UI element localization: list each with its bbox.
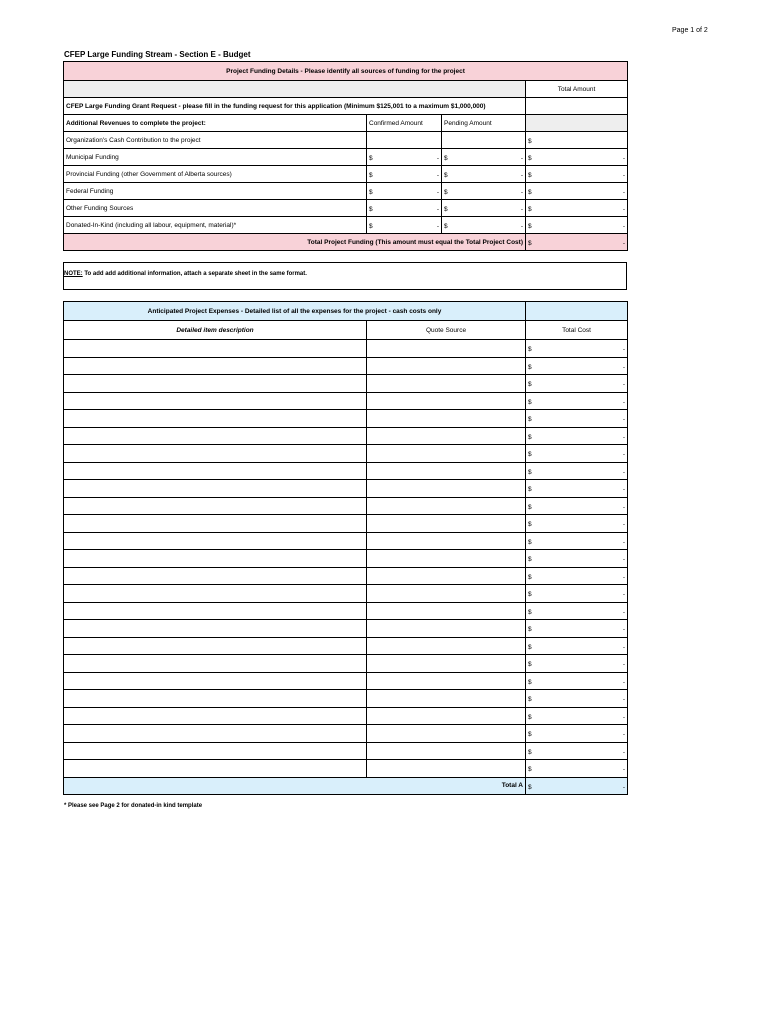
- amount-value: -: [622, 503, 626, 511]
- expense-row: [64, 707, 628, 725]
- quote-source-cell[interactable]: [367, 427, 526, 445]
- amount-value: -: [622, 538, 626, 546]
- item-description-cell[interactable]: [64, 550, 367, 568]
- confirmed-amount-cell[interactable]: [367, 183, 442, 200]
- currency-symbol: $: [528, 696, 532, 704]
- funding-source-row: [64, 200, 628, 217]
- amount-value: -: [622, 363, 626, 371]
- quote-source-cell[interactable]: [367, 707, 526, 725]
- quote-source-cell[interactable]: [367, 550, 526, 568]
- amount-value: -: [622, 451, 626, 459]
- additional-revenues-row: [64, 115, 628, 132]
- blank-cell: [64, 81, 526, 98]
- confirmed-amount-cell[interactable]: [367, 217, 442, 234]
- currency-symbol: $: [528, 661, 532, 669]
- quote-source-cell[interactable]: [367, 620, 526, 638]
- total-cost-cell[interactable]: [526, 480, 628, 498]
- total-cost-cell[interactable]: [526, 375, 628, 393]
- currency-symbol: $: [369, 223, 373, 230]
- amount-value: -: [436, 172, 439, 179]
- funding-header: Project Funding Details - Please identify all sources of funding for the project: [64, 62, 628, 81]
- expense-row: [64, 357, 628, 375]
- amount-value: -: [622, 696, 626, 704]
- total-cost-cell[interactable]: [526, 672, 628, 690]
- confirmed-amount-cell[interactable]: [367, 200, 442, 217]
- item-description-cell[interactable]: [64, 497, 367, 515]
- item-description-cell[interactable]: [64, 637, 367, 655]
- amount-value: -: [622, 416, 626, 424]
- description-column-header: Detailed item description: [64, 321, 367, 340]
- item-description-cell[interactable]: [64, 672, 367, 690]
- amount-value: -: [520, 223, 523, 230]
- total-cost-cell[interactable]: [526, 462, 628, 480]
- funding-source-label: Donated-In-Kind (including all labour, equipment, material)*: [64, 217, 367, 234]
- quote-source-cell[interactable]: [367, 532, 526, 550]
- total-funding-row: [64, 234, 628, 251]
- quote-source-cell[interactable]: [367, 742, 526, 760]
- item-description-cell[interactable]: [64, 602, 367, 620]
- amount-value: -: [622, 206, 626, 213]
- page-number: Page 1 of 2: [672, 27, 708, 34]
- item-description-cell[interactable]: [64, 445, 367, 463]
- currency-symbol: $: [528, 155, 532, 162]
- amount-value: -: [622, 381, 626, 389]
- amount-value: -: [520, 172, 523, 179]
- funding-header-row: [64, 62, 628, 81]
- expenses-total-value: [526, 777, 628, 795]
- amount-value: -: [622, 661, 626, 669]
- item-description-cell[interactable]: [64, 655, 367, 673]
- total-cost-cell[interactable]: [526, 742, 628, 760]
- expense-row: [64, 532, 628, 550]
- currency-symbol: $: [444, 172, 448, 179]
- amount-value: -: [622, 748, 626, 756]
- total-cost-cell[interactable]: [526, 410, 628, 428]
- total-cost-cell[interactable]: [526, 637, 628, 655]
- note-box: [63, 262, 627, 290]
- amount-value: -: [436, 223, 439, 230]
- confirmed-amount-label: Confirmed Amount: [367, 115, 442, 132]
- expense-row: [64, 462, 628, 480]
- quote-source-cell[interactable]: [367, 480, 526, 498]
- pending-amount-label: Pending Amount: [442, 115, 526, 132]
- amount-value: -: [520, 189, 523, 196]
- expenses-table: [63, 301, 628, 795]
- amount-value: -: [622, 223, 626, 230]
- footnote: * Please see Page 2 for donated-in kind template: [64, 803, 203, 809]
- currency-symbol: $: [528, 223, 532, 230]
- total-amount-cell[interactable]: [526, 183, 628, 200]
- pending-amount-cell[interactable]: [442, 149, 526, 166]
- total-cost-cell[interactable]: [526, 690, 628, 708]
- document-title: CFEP Large Funding Stream - Section E - Budget: [64, 50, 251, 59]
- currency-symbol: $: [528, 468, 532, 476]
- currency-symbol: $: [528, 172, 532, 179]
- amount-value: -: [622, 783, 626, 791]
- total-amount-cell[interactable]: [526, 200, 628, 217]
- currency-symbol: $: [528, 766, 532, 774]
- total-cost-cell[interactable]: [526, 532, 628, 550]
- amount-value: -: [622, 398, 626, 406]
- note-text: [64, 271, 307, 277]
- quote-source-cell[interactable]: [367, 637, 526, 655]
- blank-cell: [526, 302, 628, 321]
- funding-source-label: Organization's Cash Contribution to the project: [64, 132, 367, 149]
- funding-source-label: Other Funding Sources: [64, 200, 367, 217]
- quote-source-cell[interactable]: [367, 567, 526, 585]
- grant-request-row: [64, 98, 628, 115]
- funding-source-row: [64, 166, 628, 183]
- quote-source-cell[interactable]: [367, 357, 526, 375]
- currency-symbol: $: [528, 608, 532, 616]
- total-amount-label: Total Amount: [526, 81, 628, 98]
- quote-source-cell[interactable]: [367, 690, 526, 708]
- expense-row: [64, 427, 628, 445]
- quote-source-cell[interactable]: [367, 585, 526, 603]
- amount-value: -: [436, 189, 439, 196]
- quote-source-cell[interactable]: [367, 725, 526, 743]
- expense-row: [64, 410, 628, 428]
- expenses-total-label: Total A: [64, 777, 526, 795]
- currency-symbol: $: [369, 172, 373, 179]
- currency-symbol: $: [444, 189, 448, 196]
- total-cost-cell[interactable]: [526, 445, 628, 463]
- currency-symbol: $: [528, 678, 532, 686]
- amount-value: -: [622, 172, 626, 179]
- currency-symbol: $: [528, 363, 532, 371]
- item-description-cell[interactable]: [64, 707, 367, 725]
- amount-value: -: [622, 486, 626, 494]
- currency-symbol: $: [444, 223, 448, 230]
- total-cost-cell[interactable]: [526, 497, 628, 515]
- amount-value: -: [622, 556, 626, 564]
- expense-row: [64, 375, 628, 393]
- currency-symbol: $: [528, 381, 532, 389]
- amount-value: -: [520, 155, 523, 162]
- pending-amount-cell[interactable]: [442, 183, 526, 200]
- item-description-cell[interactable]: [64, 742, 367, 760]
- total-cost-cell[interactable]: [526, 760, 628, 778]
- amount-value: -: [622, 713, 626, 721]
- currency-symbol: $: [528, 538, 532, 546]
- currency-symbol: $: [528, 521, 532, 529]
- quote-source-cell[interactable]: [367, 497, 526, 515]
- item-description-cell[interactable]: [64, 462, 367, 480]
- amount-value: -: [622, 643, 626, 651]
- funding-source-row: [64, 217, 628, 234]
- item-description-cell[interactable]: [64, 725, 367, 743]
- currency-symbol: $: [528, 626, 532, 634]
- amount-value: -: [622, 468, 626, 476]
- expense-row: [64, 672, 628, 690]
- currency-symbol: $: [528, 398, 532, 406]
- expense-row: [64, 602, 628, 620]
- note-body: To add add additional information, attach a separate sheet in the same format.: [82, 271, 307, 277]
- amount-value: -: [622, 433, 626, 441]
- quote-source-cell[interactable]: [367, 375, 526, 393]
- quote-source-cell[interactable]: [367, 602, 526, 620]
- item-description-cell[interactable]: [64, 410, 367, 428]
- currency-symbol: $: [369, 155, 373, 162]
- amount-value: -: [622, 189, 626, 196]
- expense-row: [64, 480, 628, 498]
- expense-row: [64, 725, 628, 743]
- expenses-header-row: [64, 302, 628, 321]
- currency-symbol: $: [528, 573, 532, 581]
- expense-row: [64, 620, 628, 638]
- amount-value: -: [622, 731, 626, 739]
- currency-symbol: $: [528, 748, 532, 756]
- quote-source-cell[interactable]: [367, 655, 526, 673]
- expense-row: [64, 515, 628, 533]
- pending-amount-cell[interactable]: [442, 217, 526, 234]
- total-cost-cell[interactable]: [526, 357, 628, 375]
- additional-revenues-label: Additional Revenues to complete the project:: [64, 115, 367, 132]
- amount-value: -: [436, 206, 439, 213]
- item-description-cell[interactable]: [64, 515, 367, 533]
- pending-amount-cell[interactable]: [442, 132, 526, 149]
- amount-value: -: [622, 608, 626, 616]
- quote-source-cell[interactable]: [367, 340, 526, 358]
- currency-symbol: $: [528, 503, 532, 511]
- quote-source-cell[interactable]: [367, 462, 526, 480]
- total-cost-cell[interactable]: [526, 655, 628, 673]
- currency-symbol: $: [444, 155, 448, 162]
- currency-symbol: $: [528, 783, 532, 791]
- expense-row: [64, 637, 628, 655]
- total-cost-cell[interactable]: [526, 567, 628, 585]
- funding-table: [63, 61, 628, 251]
- total-cost-cell[interactable]: [526, 620, 628, 638]
- amount-value: -: [622, 240, 626, 247]
- expenses-header: Anticipated Project Expenses - Detailed list of all the expenses for the project - cash costs only: [64, 302, 526, 321]
- funding-source-label: Federal Funding: [64, 183, 367, 200]
- total-funding-value: [526, 234, 628, 251]
- currency-symbol: $: [528, 486, 532, 494]
- expense-row: [64, 550, 628, 568]
- currency-symbol: $: [369, 189, 373, 196]
- confirmed-amount-cell[interactable]: [367, 166, 442, 183]
- amount-value: -: [622, 573, 626, 581]
- quote-source-column-header: Quote Source: [367, 321, 526, 340]
- expense-row: [64, 742, 628, 760]
- quote-source-cell[interactable]: [367, 392, 526, 410]
- item-description-cell[interactable]: [64, 620, 367, 638]
- currency-symbol: $: [528, 433, 532, 441]
- total-amount-cell[interactable]: [526, 132, 628, 149]
- currency-symbol: $: [528, 643, 532, 651]
- currency-symbol: $: [528, 416, 532, 424]
- amount-value: -: [436, 155, 439, 162]
- total-cost-cell[interactable]: [526, 585, 628, 603]
- funding-source-row: [64, 183, 628, 200]
- total-amount-cell[interactable]: [526, 149, 628, 166]
- expense-row: [64, 340, 628, 358]
- amount-value: -: [622, 346, 626, 354]
- currency-symbol: $: [528, 556, 532, 564]
- grant-request-input[interactable]: [526, 98, 628, 115]
- amount-value: -: [520, 206, 523, 213]
- total-cost-column-header: Total Cost: [526, 321, 628, 340]
- item-description-cell[interactable]: [64, 585, 367, 603]
- expense-row: [64, 445, 628, 463]
- pending-amount-cell[interactable]: [442, 200, 526, 217]
- total-amount-cell[interactable]: [526, 217, 628, 234]
- item-description-cell[interactable]: [64, 690, 367, 708]
- amount-value: -: [622, 591, 626, 599]
- total-funding-label: Total Project Funding (This amount must equal the Total Project Cost): [64, 234, 526, 251]
- amount-value: -: [622, 626, 626, 634]
- total-cost-cell[interactable]: [526, 550, 628, 568]
- amount-value: -: [622, 521, 626, 529]
- expense-row: [64, 690, 628, 708]
- currency-symbol: $: [528, 206, 532, 213]
- total-cost-cell[interactable]: [526, 602, 628, 620]
- total-amount-cell[interactable]: [526, 166, 628, 183]
- total-cost-cell[interactable]: [526, 707, 628, 725]
- expenses-total-row: [64, 777, 628, 795]
- total-amount-header-row: [64, 81, 628, 98]
- blank-cell: [526, 115, 628, 132]
- total-cost-cell[interactable]: [526, 392, 628, 410]
- currency-symbol: $: [528, 346, 532, 354]
- item-description-cell[interactable]: [64, 760, 367, 778]
- currency-symbol: $: [528, 591, 532, 599]
- expense-row: [64, 760, 628, 778]
- currency-symbol: $: [528, 189, 532, 196]
- item-description-cell[interactable]: [64, 567, 367, 585]
- quote-source-cell[interactable]: [367, 672, 526, 690]
- expense-row: [64, 497, 628, 515]
- quote-source-cell[interactable]: [367, 445, 526, 463]
- currency-symbol: $: [528, 713, 532, 721]
- quote-source-cell[interactable]: [367, 515, 526, 533]
- total-cost-cell[interactable]: [526, 725, 628, 743]
- currency-symbol: $: [444, 206, 448, 213]
- item-description-cell[interactable]: [64, 480, 367, 498]
- item-description-cell[interactable]: [64, 532, 367, 550]
- expenses-column-header-row: [64, 321, 628, 340]
- item-description-cell[interactable]: [64, 392, 367, 410]
- currency-symbol: $: [369, 206, 373, 213]
- note-prefix: NOTE:: [64, 271, 83, 277]
- currency-symbol: $: [528, 138, 532, 145]
- quote-source-cell[interactable]: [367, 410, 526, 428]
- total-cost-cell[interactable]: [526, 515, 628, 533]
- total-cost-cell[interactable]: [526, 427, 628, 445]
- expense-row: [64, 585, 628, 603]
- pending-amount-cell[interactable]: [442, 166, 526, 183]
- grant-request-label: CFEP Large Funding Grant Request - please fill in the funding request for this application (Minimum $125,001 to a maximum $1,000,000): [64, 98, 526, 115]
- item-description-cell[interactable]: [64, 340, 367, 358]
- quote-source-cell[interactable]: [367, 760, 526, 778]
- total-cost-cell[interactable]: [526, 340, 628, 358]
- funding-source-row: [64, 149, 628, 166]
- currency-symbol: $: [528, 240, 532, 247]
- expense-row: [64, 655, 628, 673]
- amount-value: -: [622, 766, 626, 774]
- expense-row: [64, 392, 628, 410]
- amount-value: -: [622, 678, 626, 686]
- currency-symbol: $: [528, 731, 532, 739]
- confirmed-amount-cell[interactable]: [367, 132, 442, 149]
- item-description-cell[interactable]: [64, 375, 367, 393]
- item-description-cell[interactable]: [64, 427, 367, 445]
- item-description-cell[interactable]: [64, 357, 367, 375]
- funding-source-row: [64, 132, 628, 149]
- amount-value: -: [622, 155, 626, 162]
- currency-symbol: $: [528, 451, 532, 459]
- funding-source-label: Municipal Funding: [64, 149, 367, 166]
- funding-source-label: Provincial Funding (other Government of Alberta sources): [64, 166, 367, 183]
- expense-row: [64, 567, 628, 585]
- confirmed-amount-cell[interactable]: [367, 149, 442, 166]
